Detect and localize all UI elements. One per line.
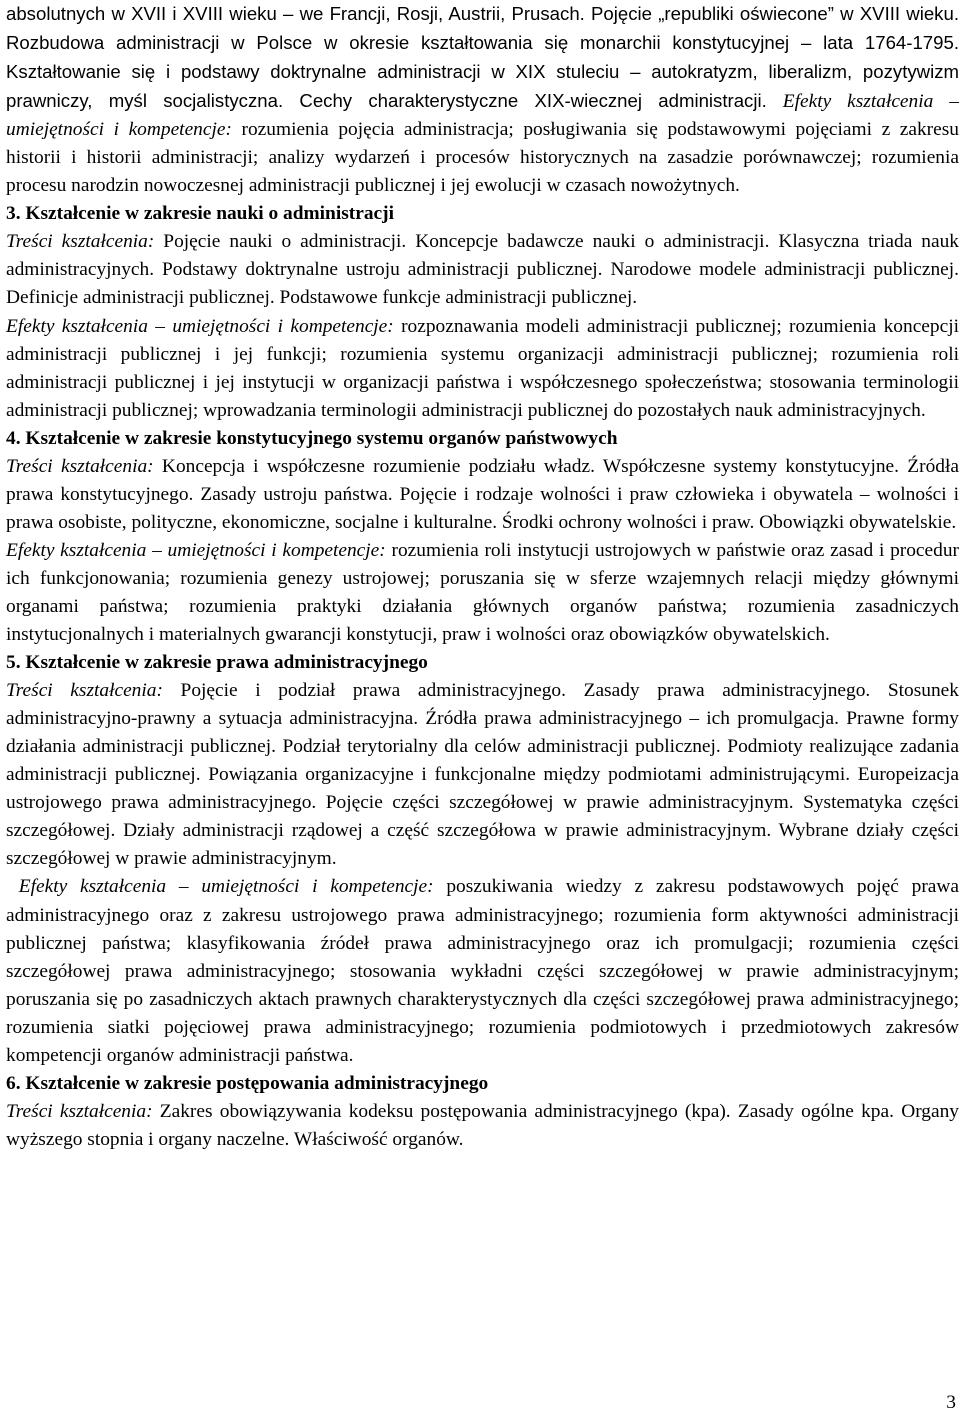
effects-label: Efekty kształcenia – umiejętności i kompetencje: [6,539,386,561]
effects-label: Efekty kształcenia – umiejętności i kompetencje: [6,315,394,337]
content-label: Treści kształcenia: [6,1100,153,1122]
content-text: Zakres obowiązywania kodeksu postępowania administracyjnego (kpa). Zasady ogólne kpa. Organy wyższego stopnia i organy naczelne. Właściwość organów. [6,1100,959,1150]
content-paragraph [6,1098,959,1154]
effects-paragraph [6,313,959,425]
document-page [6,0,959,1154]
effects-label: Efekty kształcenia – umiejętności i kompetencje: [18,876,434,898]
intro-text: absolutnych w XVII i XVIII wieku – we Francji, Rosji, Austrii, Prusach. Pojęcie „republiki oświecone” w XVIII wieku. Rozbudowa administracji w Polsce w okresie kształtowania się monarchii konstytucyjnej – lata 1764-1795. Kształtowanie się i podstawy doktrynalne administracji w XIX stuleciu – autokratyzm, liberalizm, pozytywizm prawniczy, myśl socjalistyczna. Cechy charakterystyczne XIX-wiecznej administracji. [6,3,959,112]
content-text: Pojęcie nauki o administracji. Koncepcje badawcze nauki o administracji. Klasyczna triada nauk administracyjnych. Podstawy doktrynalne ustroju administracji publicznej. Narodowe modele administracji publicznej. Definicje administracji publicznej. Podstawowe funkcje administracji publicznej. [6,231,960,309]
content-paragraph [6,228,959,312]
effects-text: poszukiwania wiedzy z zakresu podstawowych pojęć prawa administracyjnego oraz z zakresu ustrojowego prawa administracyjnego; rozumienia form aktywności administracji publicznej państwa; klasyfikowania źródeł prawa administracyjnego oraz ich promulgacji; rozumienia części szczegółowej prawa administracyjnego; stosowania wykładni części szczegółowej w prawie administracyjnym; poruszania się po zasadniczych aktach prawnych charakterystycznych dla części szczegółowej prawa administracyjnego; rozumienia siatki pojęciowej prawa administracyjnego; rozumienia podmiotowych i przedmiotowych zakresów kompetencji organów administracji państwa. [6,876,959,1066]
effects-label: Efekty kształcenia – umiejętności i kompetencje: [6,91,959,141]
effects-paragraph [6,873,959,1069]
section-heading: 5. Kształcenie w zakresie prawa administracyjnego [6,652,428,674]
section-heading: 3. Kształcenie w zakresie nauki o administracji [6,203,394,225]
intro-paragraph [6,0,959,200]
effects-paragraph [6,537,959,649]
content-text: Koncepcja i współczesne rozumienie podziału władz. Współczesne systemy konstytucyjne. Źródła prawa konstytucyjnego. Zasady ustroju państwa. Pojęcie i rodzaje wolności i praw człowieka i obywatela – wolności i prawa osobiste, polityczne, ekonomiczne, socjalne i kulturalne. Środki ochrony wolności i praw. Obowiązki obywatelskie. [6,455,959,533]
effects-text: rozumienia roli instytucji ustrojowych w państwie oraz zasad i procedur ich funkcjonowania; rozumienia genezy ustrojowej; poruszania się w sferze wzajemnych relacji między głównymi organami państwa; rozumienia praktyki działania głównych organów państwa; rozumienia zasadniczych instytucjonalnych i materialnych gwarancji konstytucji, praw i wolności oraz obowiązków obywatelskich. [6,539,959,646]
effects-text: rozpoznawania modeli administracji publicznej; rozumienia koncepcji administracji publicznej i jej funkcji; rozumienia systemu organizacji administracji publicznej; rozumienia roli administracji publicznej i jej instytucji w organizacji państwa i współczesnego społeczeństwa; stosowania terminologii administracji publicznej; wprowadzania terminologii administracji publicznej do pozostałych nauk administracyjnych. [6,315,959,421]
page-number: 3 [946,1392,956,1413]
content-label: Treści kształcenia: [6,680,163,702]
section-heading: 6. Kształcenie w zakresie postępowania administracyjnego [6,1072,489,1094]
content-paragraph [6,453,959,537]
section-heading: 4. Kształcenie w zakresie konstytucyjnego systemu organów państwowych [6,427,618,449]
effects-text: rozumienia pojęcia administracja; posługiwania się podstawowymi pojęciami z zakresu historii i historii administracji; analizy wydarzeń i procesów historycznych na zasadzie porównawczej; rozumienia procesu narodzin nowoczesnej administracji publicznej i jej ewolucji w czasach nowożytnych. [6,119,959,197]
content-label: Treści kształcenia: [6,455,154,477]
content-label: Treści kształcenia: [6,231,155,253]
content-text: Pojęcie i podział prawa administracyjnego. Zasady prawa administracyjnego. Stosunek administracyjno-prawny a sytuacja administracyjna. Źródła prawa administracyjnego – ich promulgacja. Prawne formy działania administracji publicznej. Podział terytorialny dla celów administracji publicznej. Podmioty realizujące zadania administracji publicznej. Powiązania organizacyjne i funkcjonalne między podmiotami administrującymi. Europeizacja ustrojowego prawa administracyjnego. Pojęcie części szczegółowej w prawie administracyjnym. Systematyka części szczegółowej. Działy administracji rządowej a część szczegółowa w prawie administracyjnym. Wybrane działy części szczegółowej w prawie administracyjnym. [6,680,959,870]
content-paragraph [6,677,959,873]
